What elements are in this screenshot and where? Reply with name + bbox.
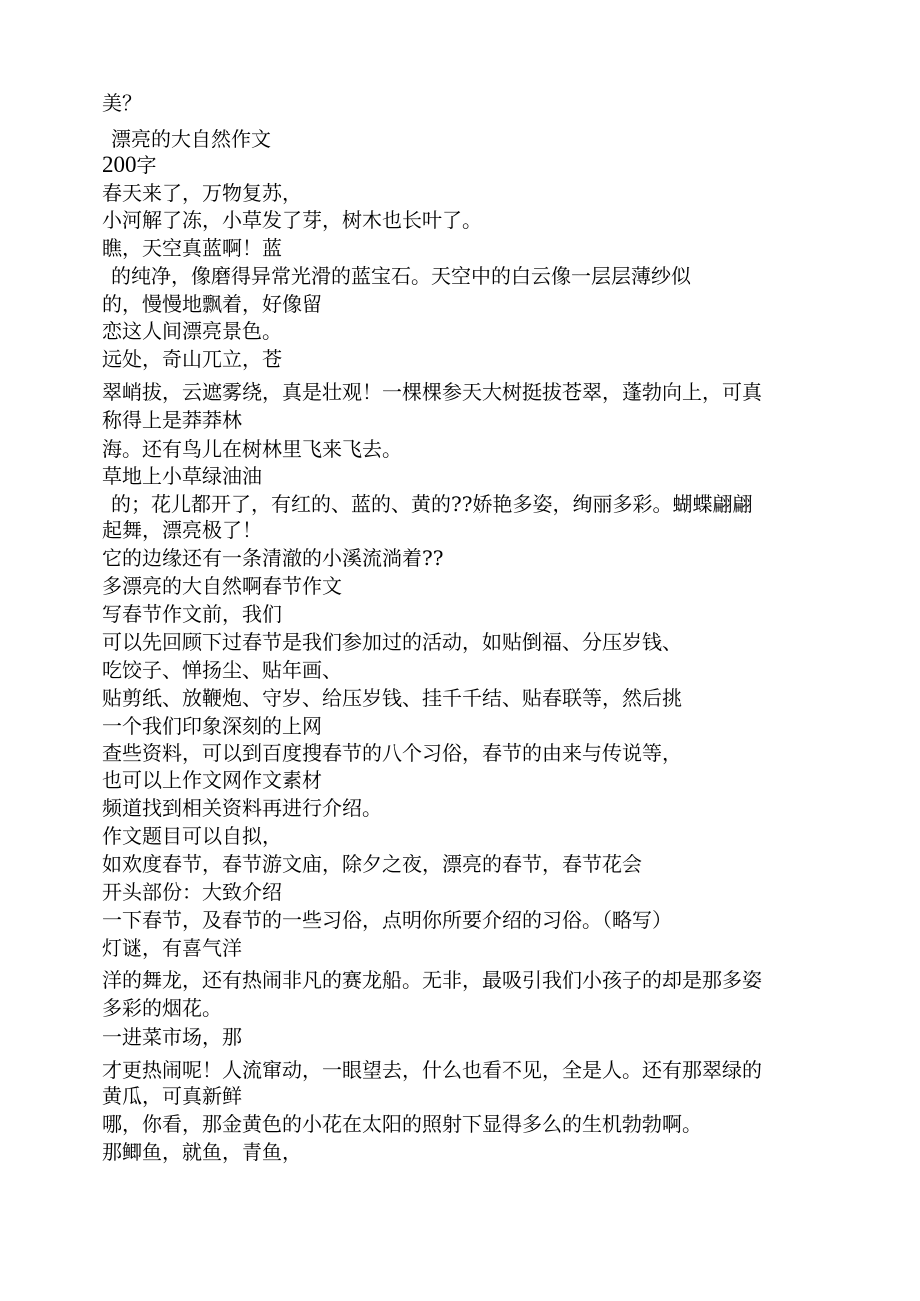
text-line: 起舞，漂亮极了！ (102, 518, 262, 542)
text-line: 多彩的烟花。 (102, 996, 222, 1020)
text-line: 恋这人间漂亮景色。 (102, 319, 282, 343)
text-line: 海。还有鸟儿在树林里飞来飞去。 (102, 437, 402, 461)
text-line: 频道找到相关资料再进行介绍。 (102, 796, 382, 820)
text-line: 贴剪纸、放鞭炮、守岁、给压岁钱、挂千千结、贴春联等，然后挑 (102, 686, 682, 710)
text-line: 查些资料，可以到百度搜春节的八个习俗，春节的由来与传说等， (102, 741, 682, 765)
word-count-unit: 字 (136, 153, 157, 177)
text-line: 春天来了，万物复苏， (102, 181, 302, 205)
text-line: 那鲫鱼，就鱼，青鱼， (102, 1140, 302, 1164)
word-count-number: 200 (102, 152, 137, 177)
text-line: 一进菜市场，那 (102, 1025, 242, 1049)
text-line: 哪，你看，那金黄色的小花在太阳的照射下显得多么的生机勃勃啊。 (102, 1112, 702, 1136)
section-title: 多漂亮的大自然啊春节作文 (102, 574, 342, 598)
text-line: 吃饺子、惮扬尘、贴年画、 (102, 658, 342, 682)
text-line: 一个我们印象深刻的上网 (102, 714, 322, 738)
essay-title: 漂亮的大自然作文 (111, 127, 271, 151)
text-line: 一下春节，及春节的一些习俗，点明你所要介绍的习俗。（略写） (102, 908, 672, 932)
essay-length (102, 152, 822, 178)
text-line: 的纯净，像磨得异常光滑的蓝宝石。天空中的白云像一层层薄纱似 (111, 264, 691, 288)
text-line: 的；花儿都开了，有红的、蓝的、黄的??娇艳多姿，绚丽多彩。蝴蝶翩翩 (111, 492, 753, 516)
text-line: 它的边缘还有一条清澈的小溪流淌着?? (102, 546, 444, 570)
text-line: 小河解了冻，小草发了芽，树木也长叶了。 (102, 208, 482, 232)
text-line: 洋的舞龙，还有热闹非凡的赛龙船。无非，最吸引我们小孩子的却是那多姿 (102, 968, 762, 992)
text-line: 如欢度春节，春节游文庙，除夕之夜，漂亮的春节，春节花会 (102, 852, 642, 876)
text-line: 美？ (102, 91, 142, 115)
text-line: 可以先回顾下过春节是我们参加过的活动，如贴倒福、分压岁钱、 (102, 630, 682, 654)
text-line: 也可以上作文网作文素材 (102, 768, 322, 792)
text-line: 称得上是莽莽林 (102, 408, 242, 432)
text-line: 瞧，天空真蓝啊！蓝 (102, 236, 282, 260)
text-line: 黄瓜，可真新鲜 (102, 1084, 242, 1108)
text-line: 开头部份：大致介绍 (102, 880, 282, 904)
text-line: 灯谜，有喜气洋 (102, 936, 242, 960)
text-line: 才更热闹呢！人流窜动，一眼望去，什么也看不见，全是人。还有那翠绿的 (102, 1058, 762, 1082)
text-line: 的，慢慢地飘着，好像留 (102, 292, 322, 316)
text-line: 作文题目可以自拟， (102, 824, 282, 848)
text-line: 远处，奇山兀立，苍 (102, 347, 282, 371)
text-line: 翠峭拔，云遮雾绕，真是壮观！一棵棵参天大树挺拔苍翠，蓬勃向上，可真 (102, 380, 762, 404)
text-line: 草地上小草绿油油 (102, 464, 262, 488)
text-line: 写春节作文前，我们 (102, 602, 282, 626)
